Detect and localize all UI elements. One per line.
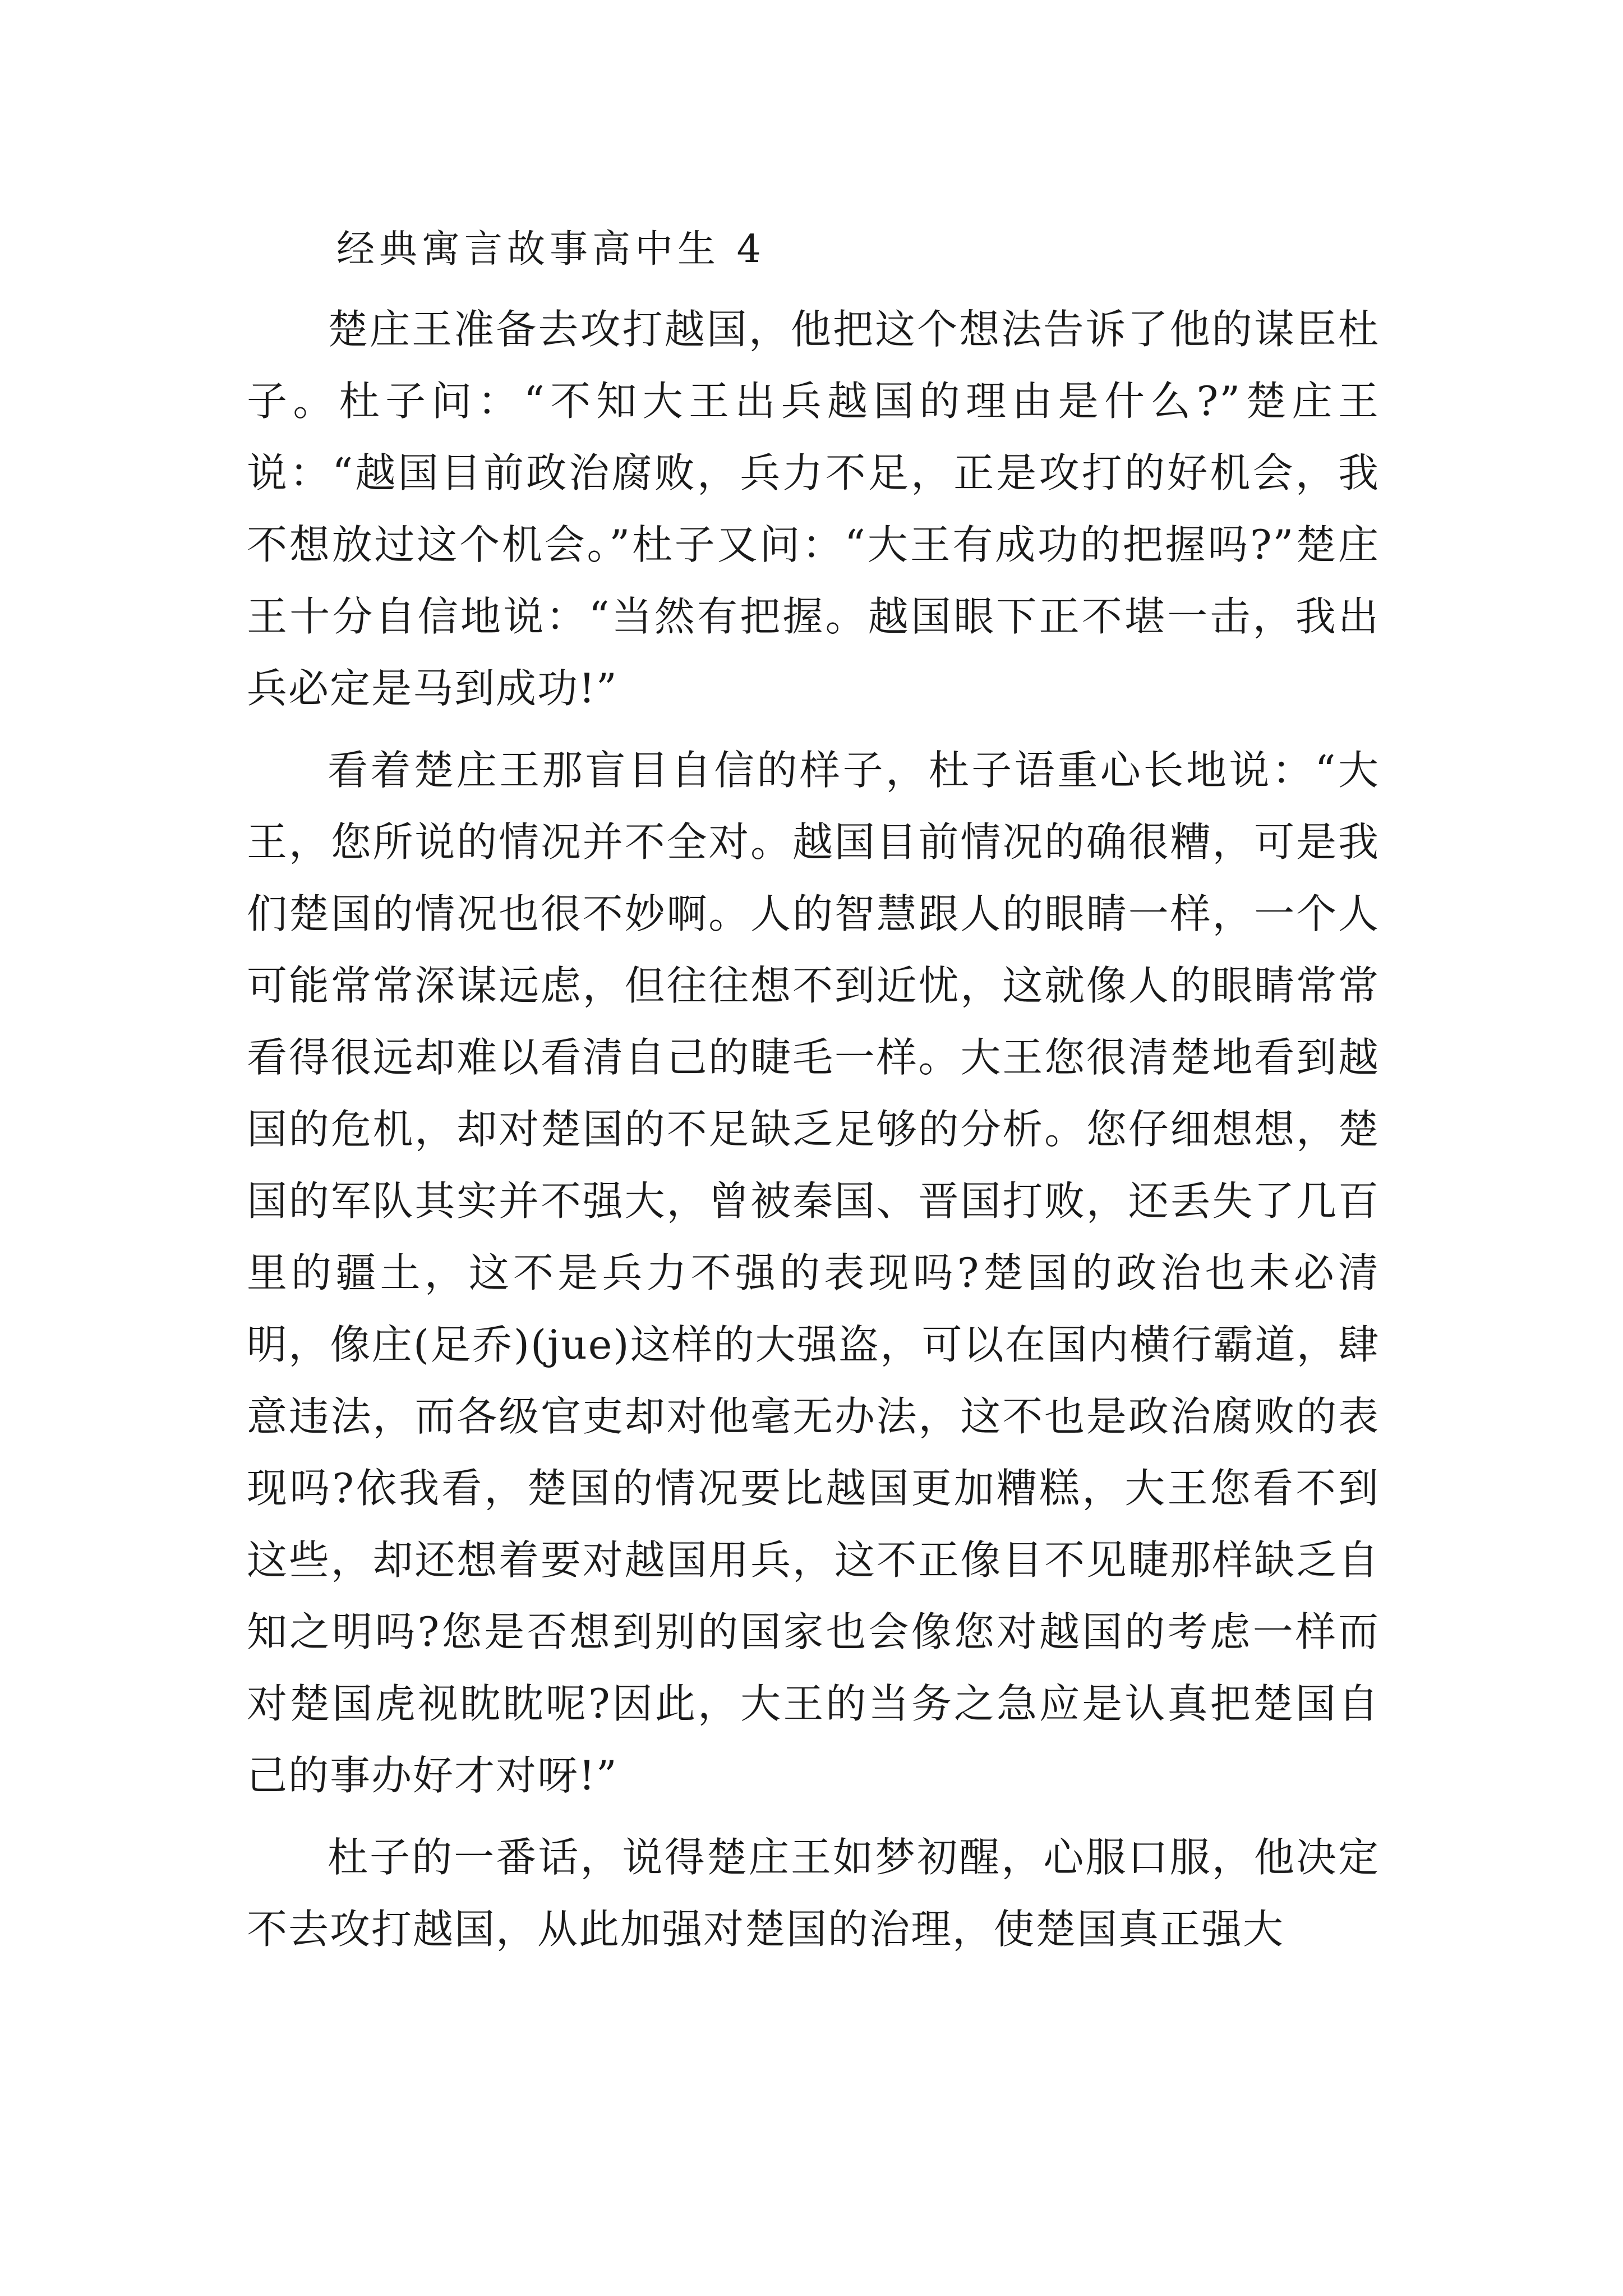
paragraph-1: 楚庄王准备去攻打越国，他把这个想法告诉了他的谋臣杜子。杜子问：“不知大王出兵越国的理由是什么?”楚庄王说：“越国目前政治腐败，兵力不足，正是攻打的好机会，我不想放过这个机会。”杜子又问：“大王有成功的把握吗?”楚庄王十分自信地说：“当然有把握。越国眼下正不堪一击，我出兵必定是马到成功!”: [247, 306, 1380, 712]
document-body: [247, 216, 1380, 1965]
paragraph-3: 杜子的一番话，说得楚庄王如梦初醒，心服口服，他决定不去攻打越国，从此加强对楚国的治理，使楚国真正强大: [247, 1834, 1380, 1953]
document-title: 经典寓言故事高中生 4: [336, 227, 766, 272]
paragraph-2: 看着楚庄王那盲目自信的样子，杜子语重心长地说：“大王，您所说的情况并不全对。越国目前情况的确很糟，可是我们楚国的情况也很不妙啊。人的智慧跟人的眼睛一样，一个人可能常常深谋远虑，但往往想不到近忧，这就像人的眼睛常常看得很远却难以看清自己的睫毛一样。大王您很清楚地看到越国的危机，却对楚国的不足缺乏足够的分析。您仔细想想，楚国的军队其实并不强大，曾被秦国、晋国打败，还丢失了几百里的疆土，这不是兵力不强的表现吗?楚国的政治也未必清明，像庄(足乔)(jue)这样的大强盗，可以在国内横行霸道，肆意违法，而各级官吏却对他毫无办法，这不也是政治腐败的表现吗?依我看，楚国的情况要比越国更加糟糕，大王您看不到这些，却还想着要对越国用兵，这不正像目不见睫那样缺乏自知之明吗?您是否想到别的国家也会像您对越国的考虑一样而对楚国虎视眈眈呢?因此，大王的当务之急应是认真把楚国自己的事办好才对呀!”: [247, 747, 1380, 1799]
